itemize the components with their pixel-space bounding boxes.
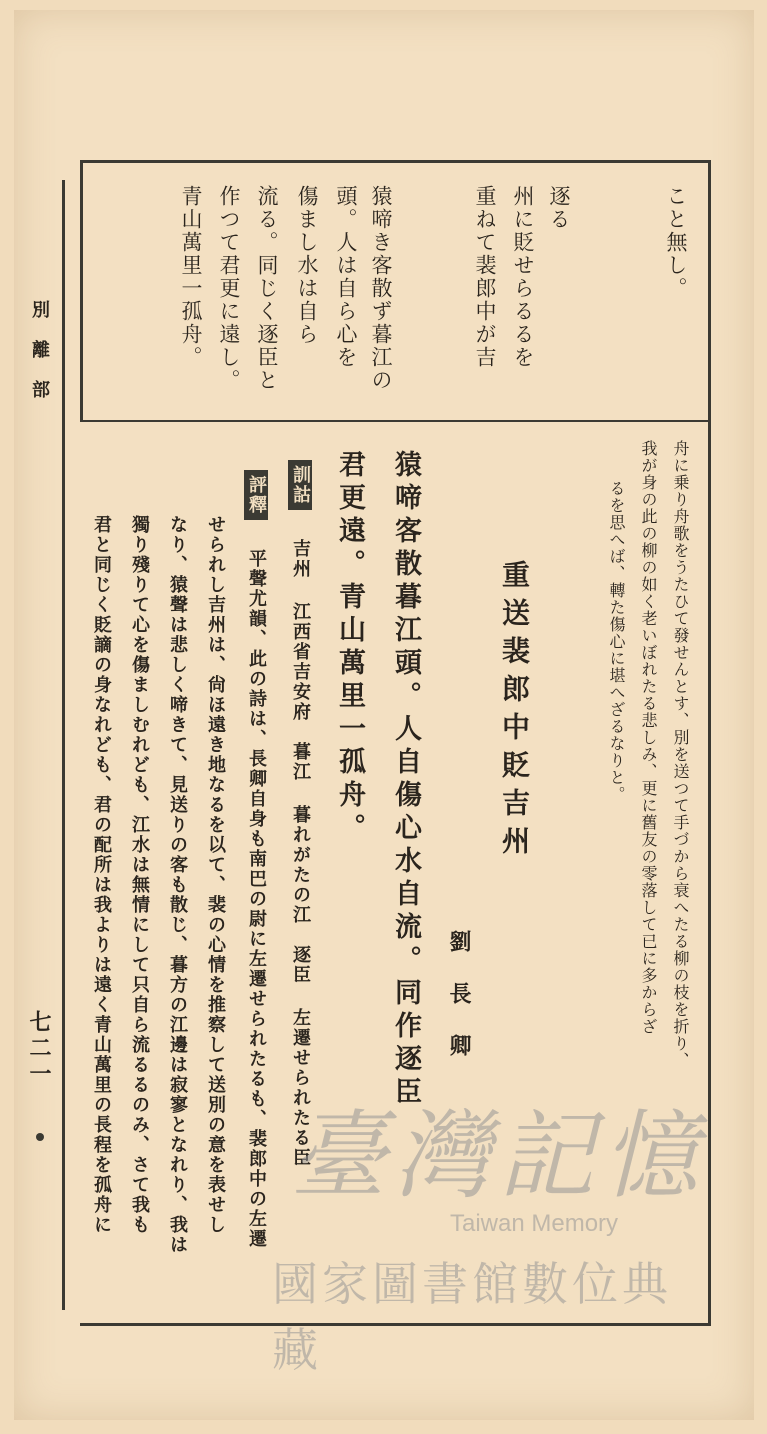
glossary-text: 吉州 江西省吉安府 暮江 暮れがたの江 逐臣 左遷せられたる臣 (290, 539, 311, 1168)
upper-col-1: こと無し。 (664, 185, 688, 300)
watermark-main: 臺灣記憶 (290, 1100, 706, 1212)
frame-left-rule (62, 180, 65, 1310)
frame-rule (80, 160, 83, 422)
running-head: 別離部 (29, 300, 50, 420)
intro-note-3: るを思へば、轉た傷心に堪へざるなりと。 (607, 480, 626, 803)
commentary-text-1: 平聲尤韻、此の詩は、長卿自身も南巴の尉に左遷せられたるも、裴郎中の左遷 (246, 549, 267, 1249)
commentary-line-3: なり、猿聲は悲しく啼きて、見送りの客も散じ、暮方の江邊は寂寥となれり、我は (167, 515, 188, 1255)
commentary-line-4: 獨り殘りて心を傷ましむれども、江水は無情にして只自ら流るるのみ、さて我も (129, 515, 150, 1235)
margin-dot (36, 1133, 44, 1141)
upper-col-10: 青山萬里一孤舟。 (179, 185, 203, 369)
watermark-sub: 國家圖書館數位典藏 (272, 1257, 672, 1377)
upper-col-4: 重ねて裴郎中が吉 (473, 185, 497, 369)
glossary (288, 460, 312, 1168)
watermark-english: Taiwan Memory (450, 1210, 619, 1237)
intro-note-1: 舟に乗り舟歌をうたひて發せんとす、別を送つて手づから衰へたる柳の枝を折り、 (671, 440, 690, 1069)
poem-title: 重送裴郎中貶吉州 (498, 560, 531, 864)
poem-author: 劉長卿 (446, 930, 472, 1086)
poem-line-2: 君更遠。青山萬里一孤舟。 (334, 450, 365, 846)
upper-col-6: 頭。人は自ら心を (334, 185, 358, 369)
upper-col-8: 流る。同じく逐臣と (255, 185, 279, 392)
poem-line-1: 猿啼客散暮江頭。人自傷心水自流。同作逐臣 (390, 450, 421, 1110)
upper-col-7: 傷まし水は自ら (295, 185, 319, 346)
upper-col-5: 猿啼き客散ず暮江の (369, 185, 393, 392)
upper-col-3: 州に貶せらるるを (511, 185, 535, 369)
intro-note-2: 我が身の此の柳の如く老いぼれたる悲しみ、更に舊友の零落して已に多からざ (639, 440, 658, 1035)
commentary-tag: 評釋 (244, 470, 268, 520)
commentary-line-1 (244, 470, 268, 1249)
frame-divider (80, 420, 708, 422)
page-number: 七二一 (26, 1010, 52, 1088)
commentary-line-2: せられし吉州は、尙ほ遠き地なるを以て、裴の心情を推察して送別の意を表せし (205, 515, 226, 1235)
glossary-tag: 訓詁 (288, 460, 312, 510)
commentary-line-5: 君と同じく貶謫の身なれども、君の配所は我よりは遠く青山萬里の長程を孤舟に (91, 515, 112, 1235)
upper-col-2: 逐る (547, 185, 571, 231)
upper-col-9: 作つて君更に遠し。 (217, 185, 241, 392)
